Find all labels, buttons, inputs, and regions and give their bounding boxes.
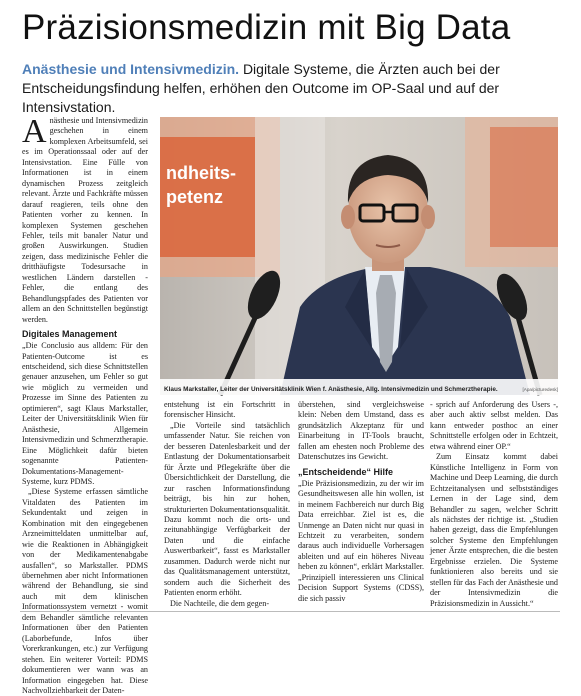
paragraph: überstehen, sind vergleichsweise klein: Neben dem Umstand, dass es grundsätzlich Akzeptanz für und Einarbeitung in IT-Tools braucht, fallen am ehesten noch Probleme des Datenschutzes ins Gewicht. (298, 400, 424, 462)
paragraph: „Die Conclusio aus alldem: Für den Patienten-Outcome ist es entscheidend, sich diese Schnittstellen genauer anzusehen, um Fehler so gut wie möglich zu vermeiden und Prozesse im Sinne des Patienten zu optimieren“, sagt Klaus Markstaller, Leiter der Universitätsklinik Wien für Anästhesie, Allgemein Intensivmedizin und Schmerztherapie. Eine Möglichkeit dafür bieten sogenannte Patienten-Dokumentations-Management-Systeme, kurz PDMS. (22, 341, 148, 486)
article-column-2 (164, 400, 290, 609)
paragraph: entstehung ist ein Fortschritt in forensischer Hinsicht. (164, 400, 290, 420)
speaker-photo-illustration (160, 117, 558, 395)
paragraph: „Diese Systeme erfassen sämtliche Vitaldaten des Patienten im Sekundentakt und zeigen in Kombination mit den eingegebenen Arzneimitteldaten unmittelbar auf, wie die Reaktionen in Abhängigkeit von der Medikamentenabgabe ausfallen“, so Markstaller. PDMS übernehmen aber nicht Informationen während der Behandlung, sie sind auch mit dem klinischen Informationssystem vernetzt - womit dem Behandler sämtliche relevanten Informationen über den Patienten (Laborbefunde, Infos über Vorerkrankungen, etc.) zur Verfügung stehen. Ein weiterer Vorteil: PDMS dokumentieren wer wann was an Information eingegeben hat. Diese Nachvollziehbarkeit der Daten- (22, 487, 148, 696)
intro-text: nästhesie und Intensivmedizin geschehen in einem komplexen Arbeitsumfeld, sei es im Operationssaal oder auf der Intensivstation. Eine Fülle von Informationen ist in einem dynamischen Prozess zeitgleich relevant. Ärzte und Fachkräfte müssen darauf reagieren, teils ohne den Patienten vorher zu kennen. In komplexen Systemen geschehen Fehler, teils mit banaler Natur und großen Auswirkungen. Studien zeigen, dass medizinische Fehler die dritthäufigste Todesursache in westlichen Ländern darstellen - Fehler, die entlang des Behandlungspfades des Patienten vor allem an den Schnittstellen begünstigt werden. (22, 116, 148, 324)
backdrop-text: ndheits- (166, 163, 236, 183)
subheading-entscheidende-hilfe: „Entscheidende“ Hilfe (298, 466, 394, 477)
subheading-digitales-management: Digitales Management (22, 329, 118, 340)
paragraph: „Die Vorteile sind tatsächlich umfassender Natur. Sie reichen von der besseren Datenlesbarkeit und der Entlastung der Dokumentationsarbeit für Ärzte und Pflegekräfte über die Übersichtlichkeit der Darstellung, die zur raschen Informationsfindung beiträgt, bis hin zur hohen, strukturierten Dokumentationsqualität. Dazu kommt noch die orts- und zeitunabhängige Verfügbarkeit der Daten und die einfache Auswertbarkeit“, fasst es Markstaller zusammen. Dadurch werde nicht nur das Qualitätsmanagement unterstützt, sondern auch die Sicherheit des Patienten enorm erhöht. (164, 420, 290, 598)
deck (22, 60, 558, 117)
deck-text: Digitale Systeme, die Ärzten auch bei der Entscheidungsfindung helfen, erhöhen den Outcome im OP-Saal und auf der Intensivstation. (22, 61, 500, 115)
article-column-1 (22, 113, 148, 696)
speaker-photo (160, 117, 558, 395)
paragraph: „Die Präzisionsmedizin, zu der wir im Gesundheitswesen alle hin wollen, ist in meinem Fachbereich nur durch Big Data erreichbar. Ziel ist es, die Unmenge an Daten nicht nur quasi in Echtzeit zu verarbeiten, sondern daraus auch individuelle Vorhersagen ableiten und auf ein höheres Niveau heben zu können“, erklärt Markstaller. „Prinzipiell interessieren uns Clinical Decision Support Systems (CDSS), die sich passiv (298, 478, 424, 603)
intro-paragraph (22, 113, 148, 325)
bottom-rule (20, 611, 560, 612)
article-column-4 (430, 400, 558, 609)
article-column-3 (298, 400, 424, 604)
paragraph: - sprich auf Anforderung des Users -, aber auch aktiv selbst melden. Das kann entweder posthoc an einer Schnittstelle erfolgen oder in Echtzeit, etwa während einer OP.“ (430, 400, 558, 451)
paragraph: Die Nachteile, die dem gegen- (170, 598, 270, 608)
headline: Präzisionsmedizin mit Big Data (22, 8, 511, 47)
photo-caption: Klaus Markstaller, Leiter der Universitätsklinik Wien f. Anästhesie, Allg. Intensivmedizin und Schmerztherapie. (164, 386, 498, 393)
photo-credit: [Apa/picturedesk] (522, 387, 558, 392)
paragraph: Zum Einsatz kommt dabei Künstliche Intelligenz in Form von Machine und Deep Learning, die durch Echtzeitanalysen und selbstständiges Lernen in der Lage sind, dem Behandler zu sagen, welcher Schritt als nächstes der richtige ist. „Studien haben gezeigt, dass die Empfehlungen solcher Systeme den Empfehlungen jener Ärzte entsprechen, die die besten Ergebnisse erzielen. Die Systeme funktionieren also bereits und sie stellen für das Fach der Anästhesie und der Intensivmedizin die Präzisionsmedizin in Aussicht.“ (430, 452, 558, 608)
drop-cap: A (22, 113, 47, 150)
backdrop-text: petenz (166, 187, 224, 207)
deck-kicker: Anästhesie und Intensivmedizin. (22, 61, 240, 77)
